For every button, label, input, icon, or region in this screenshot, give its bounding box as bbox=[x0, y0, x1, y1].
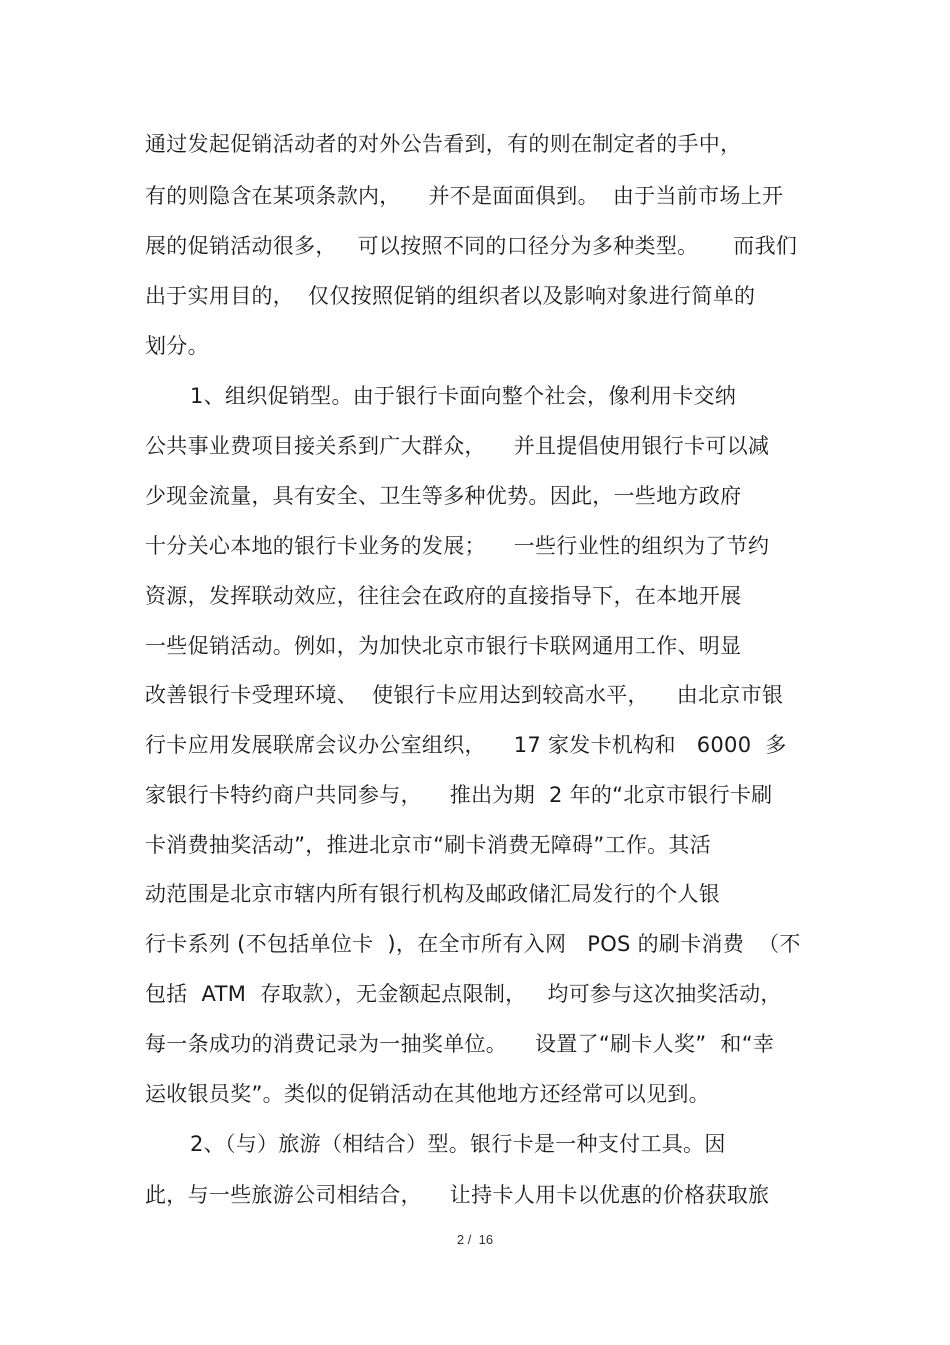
text-line: 少现金流量，具有安全、卫生等多种优势。因此，一些地方政府 bbox=[145, 484, 742, 508]
paragraph-heading-2: 2、（与）旅游（相结合）型。银行卡是一种支付工具。因 bbox=[190, 1132, 726, 1156]
text-line: 资源，发挥联动效应，往往会在政府的直接指导下，在本地开展 bbox=[145, 584, 742, 608]
text-line: 行卡应用发展联席会议办公室组织， 17 家发卡机构和 6000 多 bbox=[145, 733, 787, 757]
text-line: 有的则隐含在某项条款内， 并不是面面俱到。 由于当前市场上开 bbox=[145, 184, 784, 208]
text-line: 行卡系列 (不包括单位卡 )，在全市所有入网 POS 的刷卡消费 （不 bbox=[145, 932, 801, 956]
text-line: 十分关心本地的银行卡业务的发展； 一些行业性的组织为了节约 bbox=[145, 534, 770, 558]
text-line: 包括 ATM 存取款），无金额起点限制， 均可参与这次抽奖活动， bbox=[145, 982, 782, 1006]
page-number: 2 / 16 bbox=[456, 1232, 494, 1247]
text-line: 改善银行卡受理环境、 使银行卡应用达到较高水平， 由北京市银 bbox=[145, 683, 784, 707]
text-line: 出于实用目的， 仅仅按照促销的组织者以及影响对象进行简单的 bbox=[145, 284, 756, 308]
paragraph-heading-1: 1、组织促销型。由于银行卡面向整个社会，像利用卡交纳 bbox=[190, 384, 737, 408]
text-line: 此，与一些旅游公司相结合， 让持卡人用卡以优惠的价格获取旅 bbox=[145, 1183, 770, 1207]
text-line: 动范围是北京市辖内所有银行机构及邮政储汇局发行的个人银 bbox=[145, 882, 721, 906]
text-line: 家银行卡特约商户共同参与， 推出为期 2 年的“北京市银行卡刷 bbox=[145, 783, 773, 807]
text-line: 每一条成功的消费记录为一抽奖单位。 设置了“刷卡人奖” 和“幸 bbox=[145, 1032, 775, 1056]
text-line: 运收银员奖”。类似的促销活动在其他地方还经常可以见到。 bbox=[145, 1082, 710, 1106]
text-line: 划分。 bbox=[145, 334, 209, 358]
text-line: 公共事业费项目接关系到广大群众， 并且提倡使用银行卡可以减 bbox=[145, 434, 770, 458]
text-line: 通过发起促销活动者的对外公告看到，有的则在制定者的手中， bbox=[145, 132, 742, 156]
text-line: 卡消费抽奖活动”，推进北京市“刷卡消费无障碍”工作。其活 bbox=[145, 833, 712, 857]
text-line: 一些促销活动。例如，为加快北京市银行卡联网通用工作、明显 bbox=[145, 634, 742, 658]
text-line: 展的促销活动很多， 可以按照不同的口径分为多种类型。 而我们 bbox=[145, 234, 798, 258]
